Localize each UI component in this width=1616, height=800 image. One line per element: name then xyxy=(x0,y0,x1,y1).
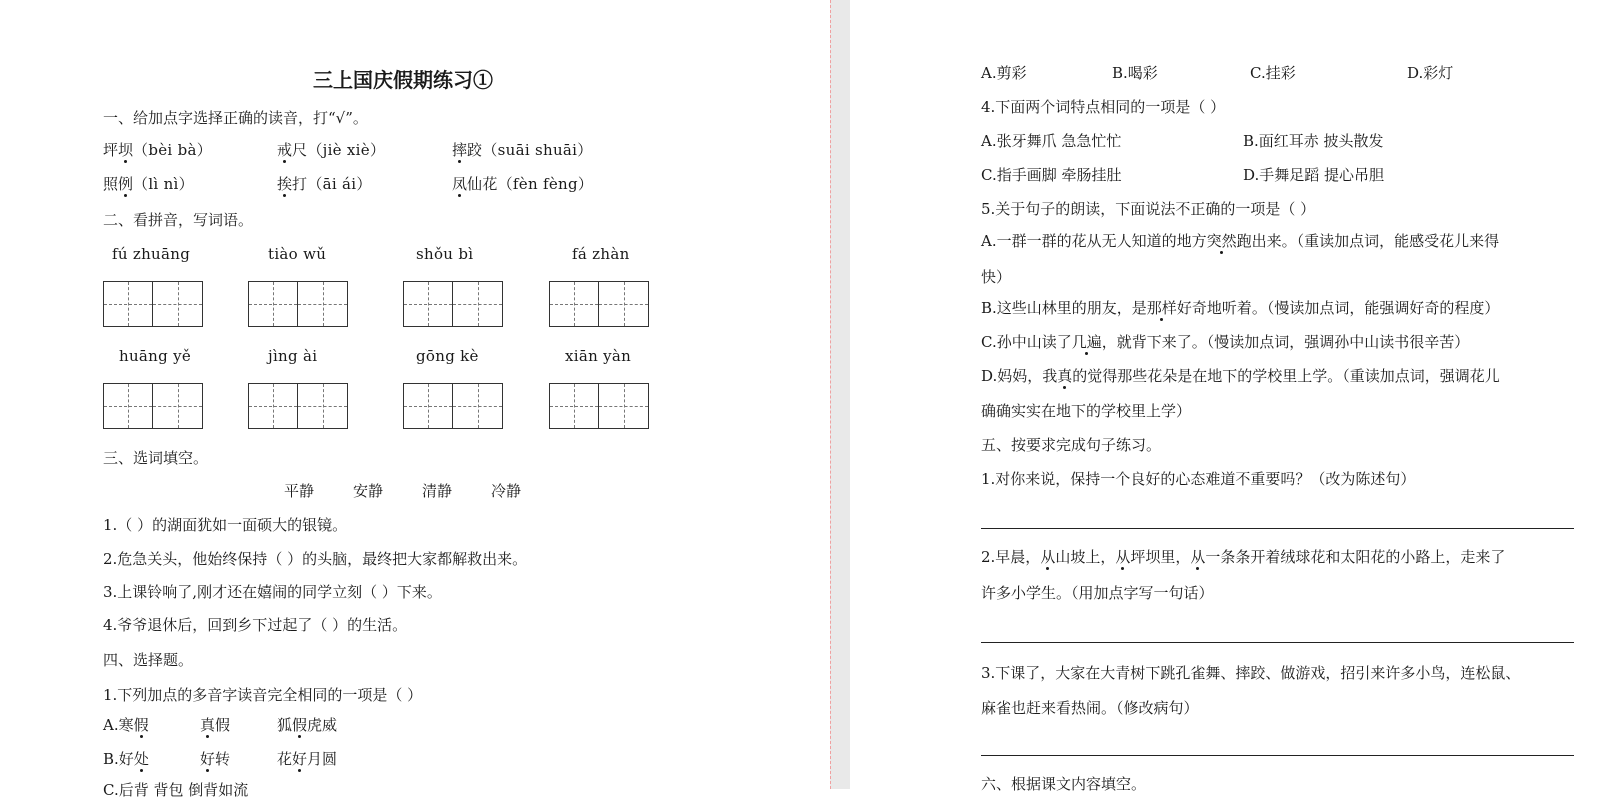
writing-grid-8[interactable] xyxy=(549,383,649,429)
q4-option-d: D.手舞足蹈 提心吊胆 xyxy=(1243,166,1385,184)
s5-question-2-line2: 许多小学生。（用加点字写一句话） xyxy=(981,584,1214,602)
pinyin-1: fú zhuāng xyxy=(112,245,191,263)
s5-question-1: 1.对你来说，保持一个良好的心态难道不重要吗？（改为陈述句） xyxy=(981,470,1416,488)
q3-option-b: B.喝彩 xyxy=(1112,64,1158,82)
pinyin-6: jìng ài xyxy=(268,347,318,365)
writing-grid-5[interactable] xyxy=(103,383,203,429)
s5-question-3-line1: 3.下课了，大家在大青树下跳孔雀舞、摔跤、做游戏，招引来许多小鸟，连松鼠、 xyxy=(981,664,1521,682)
word-bank-2: 安静 xyxy=(353,482,384,500)
s3-question-4: 4.爷爷退休后，回到乡下过起了（ ）的生活。 xyxy=(103,616,408,634)
s1-item-1: 坪坝（bèi bà） xyxy=(103,141,213,159)
q3-option-a: A.剪彩 xyxy=(981,64,1027,82)
pinyin-8: xiān yàn xyxy=(565,347,632,365)
s1-item-2: 戒尺（jiè xiè） xyxy=(277,141,386,159)
section-1-heading: 一、给加点字选择正确的读音，打“√”。 xyxy=(103,109,368,127)
s3-question-1: 1.（ ）的湖面犹如一面硕大的银镜。 xyxy=(103,516,348,534)
right-page xyxy=(850,0,1616,793)
answer-line-2[interactable] xyxy=(981,642,1574,643)
word-bank-1: 平静 xyxy=(284,482,315,500)
page-gutter xyxy=(830,0,850,789)
s5-question-2-line1: 2.早晨，从山坡上，从坪坝里，从一条条开着绒球花和太阳花的小路上，走来了 xyxy=(981,548,1506,566)
s1-item-6: 凤仙花（fèn fèng） xyxy=(452,175,594,193)
s4-q1-option-a-word3: 狐假虎威 xyxy=(277,716,338,734)
writing-grid-7[interactable] xyxy=(403,383,503,429)
q3-option-c: C.挂彩 xyxy=(1250,64,1296,82)
s4-question-5: 5.关于句子的朗读，下面说法不正确的一项是（ ） xyxy=(981,200,1316,218)
q4-option-b: B.面红耳赤 披头散发 xyxy=(1243,132,1384,150)
q4-option-c: C.指手画脚 牵肠挂肚 xyxy=(981,166,1122,184)
page-divider xyxy=(830,0,831,789)
s4-question-1: 1.下列加点的多音字读音完全相同的一项是（ ） xyxy=(103,686,423,704)
s1-item-5: 挨打（āi ái） xyxy=(277,175,372,193)
q5-option-b: B.这些山林里的朋友，是那样好奇地听着。（慢读加点词，能强调好奇的程度） xyxy=(981,299,1500,317)
s4-q1-option-b: B.好处 xyxy=(103,750,149,768)
q5-option-a-line2: 快） xyxy=(981,268,1012,286)
word-bank-3: 清静 xyxy=(422,482,453,500)
q5-option-a-line1: A.一群一群的花从无人知道的地方突然跑出来。（重读加点词，能感受花儿来得 xyxy=(981,232,1500,250)
s3-question-2: 2.危急关头，他始终保持（ ）的头脑，最终把大家都解救出来。 xyxy=(103,550,528,568)
word-bank-4: 冷静 xyxy=(491,482,522,500)
page-title: 三上国庆假期练习① xyxy=(313,68,493,92)
s4-q1-option-a: A.寒假 xyxy=(103,716,149,734)
pinyin-4: fá zhàn xyxy=(572,245,630,263)
section-4-heading: 四、选择题。 xyxy=(103,651,194,669)
s4-q1-option-c-cutoff: C.后背 背包 倒背如流 xyxy=(103,781,249,799)
answer-line-1[interactable] xyxy=(981,528,1574,529)
writing-grid-6[interactable] xyxy=(248,383,348,429)
writing-grid-3[interactable] xyxy=(403,281,503,327)
answer-line-3[interactable] xyxy=(981,755,1574,756)
s1-item-4: 照例（lì nì） xyxy=(103,175,194,193)
s3-question-3: 3.上课铃响了,刚才还在嬉闹的同学立刻（ ）下来。 xyxy=(103,583,442,601)
s4-q1-option-a-word2: 真假 xyxy=(200,716,231,734)
section-6-heading: 六、根据课文内容填空。 xyxy=(981,775,1147,793)
q3-option-d: D.彩灯 xyxy=(1407,64,1454,82)
section-5-heading: 五、按要求完成句子练习。 xyxy=(981,436,1162,454)
writing-grid-1[interactable] xyxy=(103,281,203,327)
pinyin-7: gōng kè xyxy=(416,347,479,365)
writing-grid-2[interactable] xyxy=(248,281,348,327)
s4-question-4: 4.下面两个词特点相同的一项是（ ） xyxy=(981,98,1226,116)
q5-option-d-line2: 确确实实在地下的学校里上学） xyxy=(981,402,1192,420)
writing-grid-4[interactable] xyxy=(549,281,649,327)
pinyin-3: shǒu bì xyxy=(416,245,474,263)
s5-question-3-line2: 麻雀也赶来看热闹。（修改病句） xyxy=(981,699,1199,717)
s4-q1-option-b-word3: 花好月圆 xyxy=(277,750,338,768)
pinyin-2: tiào wǔ xyxy=(268,245,327,263)
s4-q1-option-b-word2: 好转 xyxy=(200,750,231,768)
q4-option-a: A.张牙舞爪 急急忙忙 xyxy=(981,132,1122,150)
section-3-heading: 三、选词填空。 xyxy=(103,449,209,467)
pinyin-5: huāng yě xyxy=(119,347,192,365)
s1-item-3: 摔跤（suāi shuāi） xyxy=(452,141,593,159)
q5-option-c: C.孙中山读了几遍，就背下来了。（慢读加点词，强调孙中山读书很辛苦） xyxy=(981,333,1470,351)
q5-option-d-line1: D.妈妈，我真的觉得那些花朵是在地下的学校里上学。（重读加点词，强调花儿 xyxy=(981,367,1500,385)
section-2-heading: 二、看拼音，写词语。 xyxy=(103,211,254,229)
